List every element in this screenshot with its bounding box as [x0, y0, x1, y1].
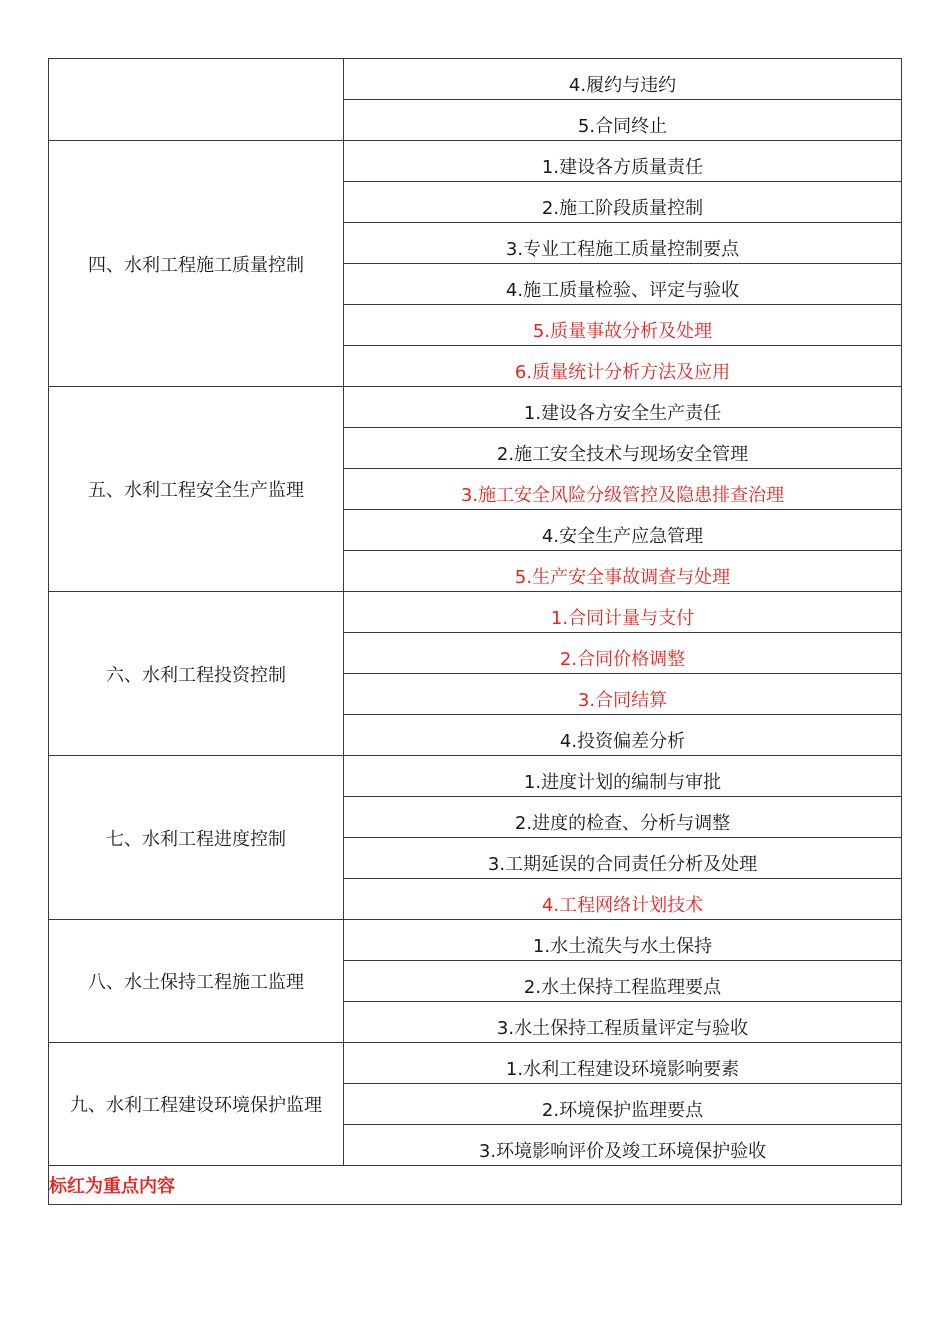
key-topic-item: 5.生产安全事故调查与处理	[344, 551, 902, 592]
table-row	[49, 387, 902, 428]
syllabus-table	[48, 58, 902, 1205]
key-topic-item: 1.合同计量与支付	[344, 592, 902, 633]
topic-item: 2.水土保持工程监理要点	[344, 961, 902, 1002]
syllabus-table-body	[49, 59, 902, 1205]
key-topic-item: 3.施工安全风险分级管控及隐患排查治理	[344, 469, 902, 510]
topic-item: 4.安全生产应急管理	[344, 510, 902, 551]
section-title: 九、水利工程建设环境保护监理	[49, 1043, 344, 1166]
key-topic-item: 5.质量事故分析及处理	[344, 305, 902, 346]
table-row	[49, 141, 902, 182]
table-row	[49, 920, 902, 961]
footnote: 标红为重点内容	[49, 1166, 902, 1205]
table-row	[49, 592, 902, 633]
topic-item: 2.施工阶段质量控制	[344, 182, 902, 223]
topic-item: 3.水土保持工程质量评定与验收	[344, 1002, 902, 1043]
key-topic-item: 4.工程网络计划技术	[344, 879, 902, 920]
footnote-row	[49, 1166, 902, 1205]
topic-item: 1.建设各方安全生产责任	[344, 387, 902, 428]
section-title: 四、水利工程施工质量控制	[49, 141, 344, 387]
topic-item: 1.进度计划的编制与审批	[344, 756, 902, 797]
topic-item: 2.进度的检查、分析与调整	[344, 797, 902, 838]
topic-item: 4.施工质量检验、评定与验收	[344, 264, 902, 305]
topic-item: 2.环境保护监理要点	[344, 1084, 902, 1125]
topic-item: 4.履约与违约	[344, 59, 902, 100]
topic-item: 4.投资偏差分析	[344, 715, 902, 756]
section-title: 六、水利工程投资控制	[49, 592, 344, 756]
topic-item: 1.建设各方质量责任	[344, 141, 902, 182]
table-row	[49, 59, 902, 100]
section-title	[49, 59, 344, 141]
topic-item: 3.专业工程施工质量控制要点	[344, 223, 902, 264]
table-row	[49, 756, 902, 797]
topic-item: 3.环境影响评价及竣工环境保护验收	[344, 1125, 902, 1166]
section-title: 七、水利工程进度控制	[49, 756, 344, 920]
topic-item: 1.水土流失与水土保持	[344, 920, 902, 961]
topic-item: 1.水利工程建设环境影响要素	[344, 1043, 902, 1084]
key-topic-item: 6.质量统计分析方法及应用	[344, 346, 902, 387]
topic-item: 5.合同终止	[344, 100, 902, 141]
key-topic-item: 3.合同结算	[344, 674, 902, 715]
topic-item: 2.施工安全技术与现场安全管理	[344, 428, 902, 469]
table-row	[49, 1043, 902, 1084]
section-title: 五、水利工程安全生产监理	[49, 387, 344, 592]
key-topic-item: 2.合同价格调整	[344, 633, 902, 674]
section-title: 八、水土保持工程施工监理	[49, 920, 344, 1043]
topic-item: 3.工期延误的合同责任分析及处理	[344, 838, 902, 879]
